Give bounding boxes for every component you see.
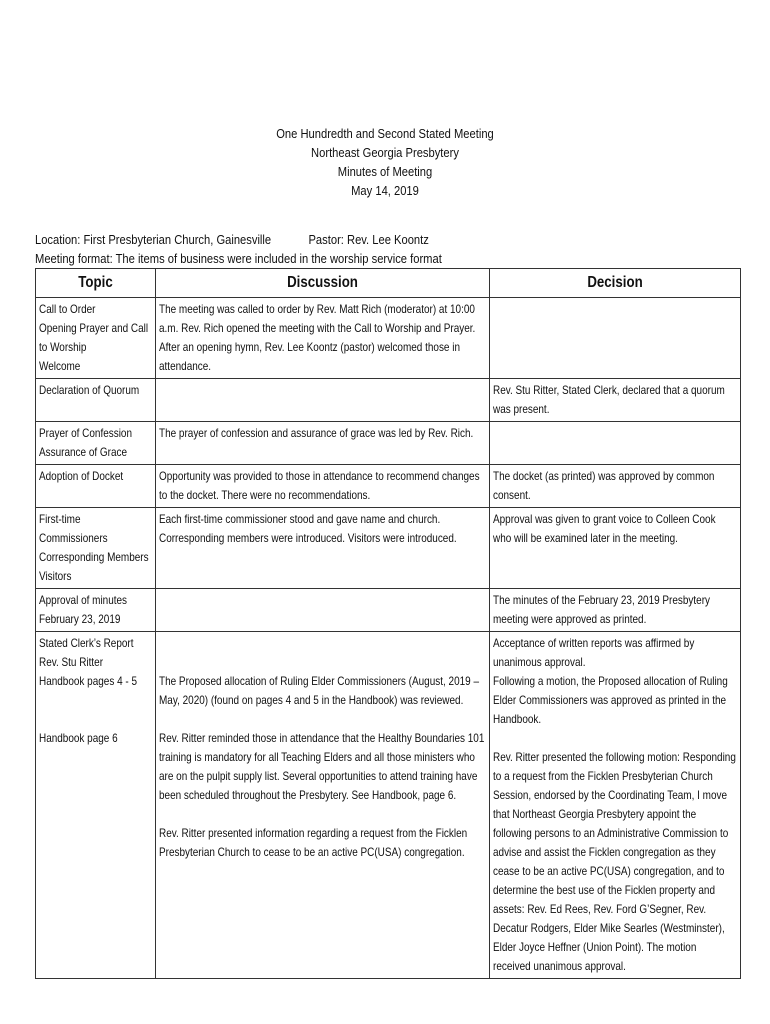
column-header-discussion (156, 269, 490, 298)
header-line-date: May 14, 2019 (351, 183, 419, 198)
meeting-meta (35, 230, 442, 268)
spacer (493, 729, 737, 748)
topic-line: First-time Commissioners (39, 512, 108, 545)
topic-line: Approval of minutes (39, 593, 128, 607)
table-row (36, 508, 741, 589)
meeting-location: Location: First Presbyterian Church, Gainesville (35, 232, 272, 247)
topic-cell (36, 298, 156, 379)
topic-line: Rev. Stu Ritter (39, 655, 104, 669)
decision-cell (490, 422, 741, 465)
decision-text: Acceptance of written reports was affirmed by unanimous approval. (493, 636, 695, 669)
topic-line: Assurance of Grace (39, 445, 128, 459)
column-header-decision (490, 269, 741, 298)
topic-cell (36, 465, 156, 508)
spacer (159, 710, 486, 729)
discussion-cell (156, 379, 490, 422)
meeting-pastor: Pastor: Rev. Lee Koontz (308, 232, 429, 247)
topic-line: Opening Prayer and Call to Worship (39, 321, 149, 354)
spacer (159, 634, 486, 672)
topic-line: Stated Clerk’s Report (39, 636, 134, 650)
discussion-text: Rev. Ritter presented information regarding a request from the Ficklen Presbyterian Church to cease to be an active PC(USA) congregation. (159, 826, 468, 859)
discussion-text: The prayer of confession and assurance of grace was led by Rev. Rich. (159, 426, 474, 440)
topic-line: Visitors (39, 569, 72, 583)
decision-text: The docket (as printed) was approved by common consent. (493, 469, 715, 502)
discussion-cell (156, 508, 490, 589)
decision-cell (490, 298, 741, 379)
decision-cell (490, 379, 741, 422)
topic-line: February 23, 2019 (39, 612, 121, 626)
topic-cell (36, 422, 156, 465)
topic-line: Handbook pages 4 - 5 (39, 674, 138, 688)
decision-text: Rev. Ritter presented the following motion: Responding to a request from the Ficklen Presbyterian Church Session, endorsed by the Coordinating Team, I move that Northeast Georgia Presbytery appoint the following persons to an Administrative Commission to advise and assist the Ficklen congregation as they cease to be an active PC(USA) congregation, and to determine the best use of the Ficklen property and assets: Rev. Ed Rees, Rev. Ford G’Segner, Rev. Decatur Rodgers, Elder Mike Searles (Westminster), Elder Joyce Heffner (Union Point). The motion received unanimous approval. (493, 750, 736, 973)
topic-cell (36, 589, 156, 632)
topic-line: Adoption of Docket (39, 469, 124, 483)
decision-cell (490, 465, 741, 508)
discussion-text: The meeting was called to order by Rev. Matt Rich (moderator) at 10:00 a.m. Rev. Rich opened the meeting with the Call to Worship and Prayer. After an opening hymn, Rev. Lee Koontz (pastor) welcomed those in attendance. (159, 302, 476, 373)
header-line-title: Minutes of Meeting (337, 164, 433, 179)
table-header-row (36, 269, 741, 298)
topic-cell (36, 379, 156, 422)
column-header-decision-text: Decision (587, 274, 643, 291)
spacer (39, 691, 152, 729)
table-row (36, 589, 741, 632)
table-row (36, 379, 741, 422)
column-header-topic (36, 269, 156, 298)
table-row (36, 422, 741, 465)
decision-cell (490, 508, 741, 589)
topic-cell (36, 632, 156, 979)
column-header-topic-text: Topic (78, 274, 113, 291)
topic-line: Welcome (39, 359, 81, 373)
table-row-clerk-report (36, 632, 741, 979)
minutes-table (35, 268, 741, 979)
decision-cell (490, 632, 741, 979)
discussion-text: Rev. Ritter reminded those in attendance that the Healthy Boundaries 101 training is mandatory for all Teaching Elders and all those ministers who are on the pulpit supply list. Several opportunities to attend training have been scheduled throughout the Presbytery. See Handbook, page 6. (159, 731, 485, 802)
decision-text: Approval was given to grant voice to Colleen Cook who will be examined later in the meeting. (493, 512, 716, 545)
discussion-cell (156, 632, 490, 979)
topic-line: Prayer of Confession (39, 426, 133, 440)
meeting-format: Meeting format: The items of business were included in the worship service format (35, 251, 442, 266)
decision-text: The minutes of the February 23, 2019 Presbytery meeting were approved as printed. (493, 593, 711, 626)
topic-line: Handbook page 6 (39, 731, 118, 745)
discussion-text: The Proposed allocation of Ruling Elder Commissioners (August, 2019 – May, 2020) (found on pages 4 and 5 in the Handbook) was reviewed. (159, 674, 480, 707)
document-header (54, 124, 716, 200)
header-line-meeting: One Hundredth and Second Stated Meeting (276, 126, 494, 141)
decision-text: Following a motion, the Proposed allocation of Ruling Elder Commissioners was approved as printed in the Handbook. (493, 674, 728, 726)
discussion-cell (156, 589, 490, 632)
topic-line: Corresponding Members (39, 550, 149, 564)
decision-text: Rev. Stu Ritter, Stated Clerk, declared that a quorum was present. (493, 383, 725, 416)
discussion-text: Each first-time commissioner stood and gave name and church. Corresponding members were introduced. Visitors were introduced. (159, 512, 457, 545)
topic-line: Declaration of Quorum (39, 383, 140, 397)
discussion-cell (156, 465, 490, 508)
decision-cell (490, 589, 741, 632)
spacer (159, 805, 486, 824)
topic-cell (36, 508, 156, 589)
discussion-cell (156, 422, 490, 465)
discussion-cell (156, 298, 490, 379)
topic-line: Call to Order (39, 302, 96, 316)
column-header-discussion-text: Discussion (287, 274, 358, 291)
table-row (36, 298, 741, 379)
discussion-text: Opportunity was provided to those in attendance to recommend changes to the docket. There were no recommendations. (159, 469, 480, 502)
header-line-presbytery: Northeast Georgia Presbytery (311, 145, 459, 160)
table-row (36, 465, 741, 508)
